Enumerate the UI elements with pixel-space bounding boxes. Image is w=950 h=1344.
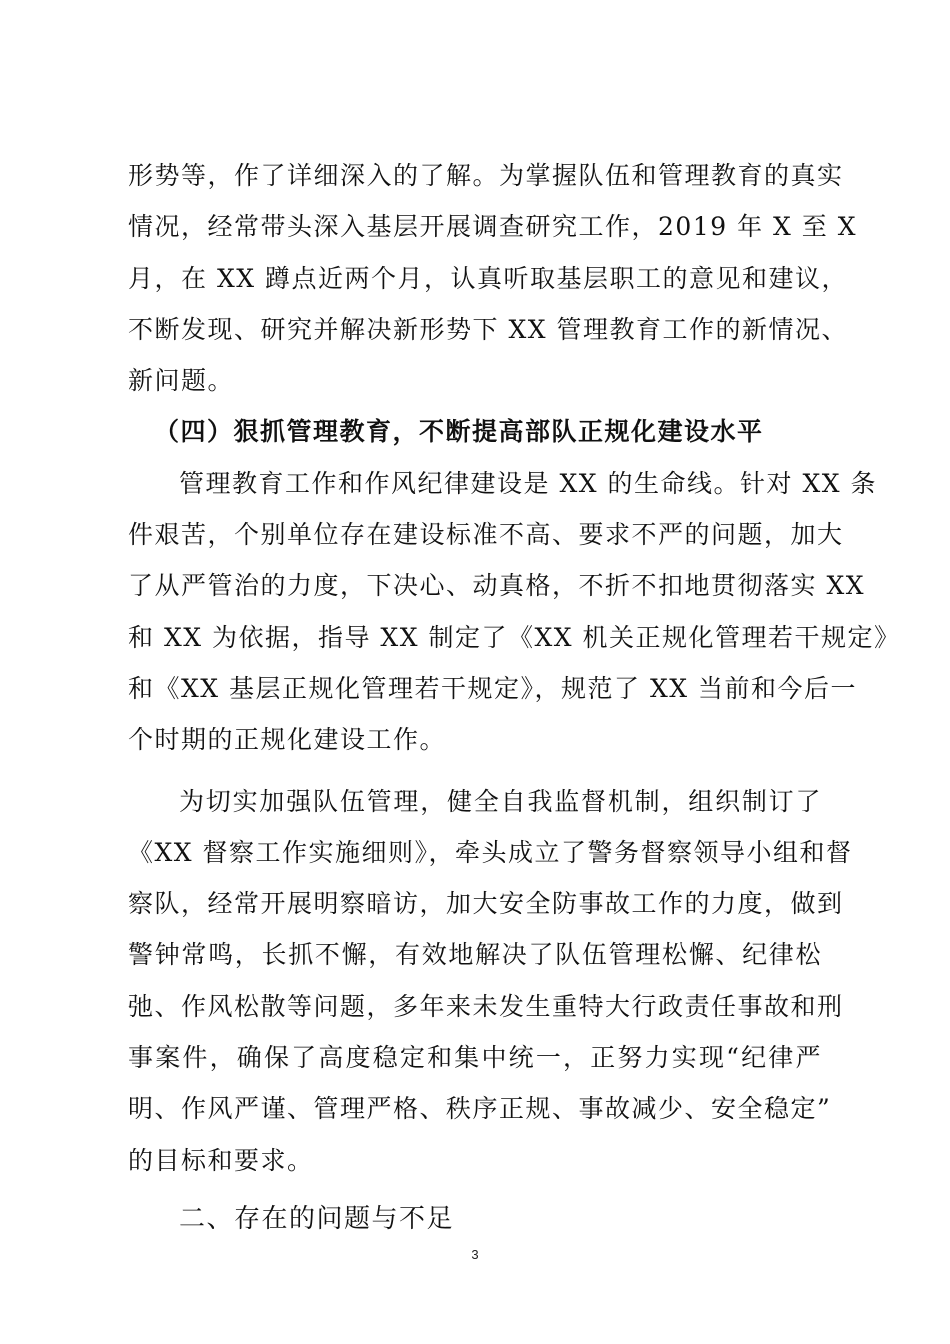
paragraph-line: 个时期的正规化建设工作。 <box>128 725 447 755</box>
paragraph-line: 事案件，确保了高度稳定和集中统一，正努力实现“纪律严 <box>128 1043 822 1073</box>
paragraph-line: 形势等，作了详细深入的了解。为掌握队伍和管理教育的真实 <box>128 161 844 190</box>
paragraph-line: 月，在 XX 蹲点近两个月，认真听取基层职工的意见和建议， <box>128 263 848 293</box>
subheading-text: （四）狠抓管理教育，不断提高部队正规化建设水平 <box>154 417 764 447</box>
document-body <box>128 150 901 1245</box>
paragraph-line: 新问题。 <box>128 366 235 396</box>
page-number: 3 <box>471 1247 479 1262</box>
paragraph-line: 为切实加强队伍管理，健全自我监督机制，组织制订了 <box>179 786 822 816</box>
paragraph-line: 察队，经常开展明察暗访，加大安全防事故工作的力度，做到 <box>128 889 844 919</box>
paragraph-line: 了从严管治的力度，下决心、动真格，不折不扣地贯彻落实 XX <box>128 571 866 601</box>
paragraph-line: 件艰苦，个别单位存在建设标准不高、要求不严的问题，加大 <box>128 520 844 550</box>
paragraph-line: 弛、作风松散等问题，多年来未发生重特大行政责任事故和刑 <box>128 991 844 1021</box>
paragraph-management <box>128 458 901 766</box>
paragraph-line: 不断发现、研究并解决新形势下 XX 管理教育工作的新情况、 <box>128 314 848 344</box>
section-heading: 二、存在的问题与不足 <box>179 1203 455 1234</box>
paragraph-line: 和《XX 基层正规化管理若干规定》，规范了 XX 当前和今后一 <box>128 673 858 703</box>
paragraph-line: 明、作风严谨、管理严格、秩序正规、事故减少、安全稳定” <box>128 1094 832 1124</box>
paragraph-line: 和 XX 为依据，指导 XX 制定了《XX 机关正规化管理若干规定》 <box>128 622 901 652</box>
paragraph-line: 《XX 督察工作实施细则》，牵头成立了警务督察领导小组和督 <box>128 837 853 867</box>
paragraph-research <box>128 150 858 406</box>
paragraph-line: 警钟常鸣，长抓不懈，有效地解决了队伍管理松懈、纪律松 <box>128 940 822 970</box>
paragraph-line: 管理教育工作和作风纪律建设是 XX 的生命线。针对 XX 条 <box>179 468 877 498</box>
paragraph-line: 的目标和要求。 <box>128 1145 314 1175</box>
paragraph-line: 情况，经常带头深入基层开展调查研究工作，2019 年 X 至 X <box>128 212 858 242</box>
section-subheading <box>128 406 822 457</box>
paragraph-supervision <box>128 776 853 1186</box>
